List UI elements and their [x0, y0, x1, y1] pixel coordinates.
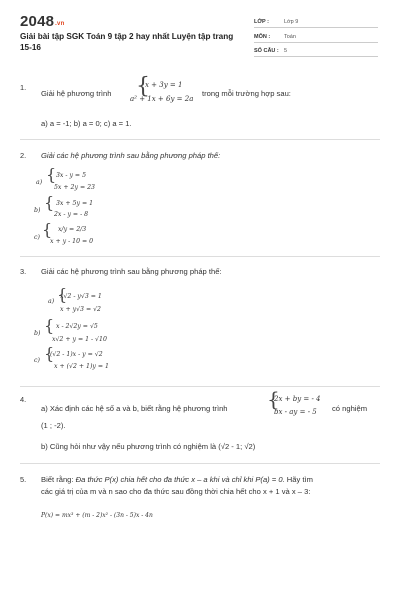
question-number: 5. [20, 475, 27, 484]
meta-count-value: 5 [284, 48, 288, 54]
question-1-text-after: trong mỗi trường hợp sau: [202, 89, 291, 98]
equation-line: 5x + 2y = 23 [54, 184, 95, 191]
part-label: c) [34, 357, 40, 364]
question-1-cases: a) a = -1; b) a = 0; c) a = 1. [41, 119, 132, 128]
question-4a-text-after: có nghiệm [332, 404, 368, 413]
equation-line: x√2 - y√3 = 1 [60, 293, 102, 300]
question-3-text: Giải các hệ phương trình sau bằng phương pháp thế: [41, 267, 222, 276]
part-label: b) [34, 330, 41, 337]
equation-line: 3x + 5y = 1 [56, 200, 94, 207]
question-4a-text: a) Xác định các hệ số a và b, biết rằng hệ phương trình [41, 404, 228, 413]
equation-line: 2x + by = - 4 [274, 395, 321, 403]
equation-line: x - 2√2y = √5 [56, 323, 98, 330]
system-brace: { [44, 316, 55, 335]
divider [20, 386, 380, 387]
meta-count-label: SỐ CÂU : [254, 48, 279, 54]
question-5-line-1 [41, 474, 313, 485]
document-title: Giải bài tập SGK Toán 9 tập 2 hay nhất Luyện tập trang 15-16 [20, 32, 234, 52]
meta-grade-value: Lớp 9 [284, 19, 299, 25]
question-2-text: Giải các hệ phương trình sau bằng phương pháp thế: [41, 151, 221, 160]
system-brace: { [42, 220, 53, 239]
meta-grade-label: LỚP : [254, 19, 269, 25]
question-number: 2. [20, 151, 27, 160]
question-2 [20, 150, 380, 260]
polynomial-formula: P(x) = mx³ + (m - 2)x² - (3n - 5)x - 4n [41, 512, 153, 519]
question-4 [20, 387, 380, 460]
question-4a-solution: (1 ; -2). [41, 421, 66, 430]
equation-line: a² + 1x + 6y = 2a [130, 95, 194, 103]
system-brace: { [57, 285, 68, 304]
question-number: 3. [20, 267, 27, 276]
header [0, 0, 400, 62]
part-label: a) [48, 298, 55, 305]
equation-line: 2x - y = - 8 [54, 211, 89, 218]
divider [20, 463, 380, 464]
question-5-theorem: Đa thức P(x) chia hết cho đa thức x – a khi và chỉ khi P(a) = 0. [75, 475, 285, 484]
meta-grade [254, 15, 378, 28]
part-label: b) [34, 207, 41, 214]
equation-line: x√2 + y = 1 - √10 [52, 336, 107, 343]
meta-subject-label: MÔN : [254, 34, 271, 40]
site-logo[interactable] [20, 13, 64, 30]
divider [20, 139, 380, 140]
system-brace: { [44, 193, 55, 212]
system-brace: { [46, 165, 57, 184]
question-4b-text: b) Cũng hỏi như vậy nếu phương trình có nghiệm là (√2 - 1; √2) [41, 442, 256, 451]
question-number: 1. [20, 83, 27, 92]
equation-line: x + 3y = 1 [145, 81, 183, 89]
question-5 [20, 474, 380, 534]
meta-subject-value: Toán [284, 34, 296, 40]
meta-question-count [254, 44, 378, 57]
divider [20, 256, 380, 257]
logo-text: 2048 [20, 13, 55, 30]
equation-line: x + y√3 = √2 [60, 306, 101, 313]
system-brace: { [136, 74, 150, 99]
equation-line: bx - ay = - 5 [274, 408, 317, 416]
question-5-line-2: các giá trị của m và n sao cho đa thức sau đồng thời chia hết cho x + 1 và x – 3: [41, 487, 311, 496]
question-3 [20, 266, 380, 386]
equation-line: x + (√2 + 1)y = 1 [54, 363, 109, 370]
system-brace: { [44, 344, 55, 363]
equation-line: 3x - y = 5 [56, 172, 87, 179]
equation-line: x + y - 10 = 0 [50, 238, 94, 245]
question-number: 4. [20, 395, 27, 404]
part-label: c) [34, 234, 40, 241]
system-brace: { [267, 387, 280, 411]
question-1 [20, 74, 380, 132]
part-label: a) [36, 179, 43, 186]
equation-line: (√2 - 1)x - y = √2 [50, 351, 103, 358]
question-5-suffix: Hãy tìm [284, 475, 313, 484]
logo-suffix: .vn [55, 21, 65, 27]
question-1-text-before: Giải hệ phương trình [41, 89, 112, 98]
meta-subject [254, 30, 378, 43]
equation-line: x/y = 2/3 [58, 226, 87, 233]
question-5-prefix: Biết rằng: [41, 475, 76, 484]
